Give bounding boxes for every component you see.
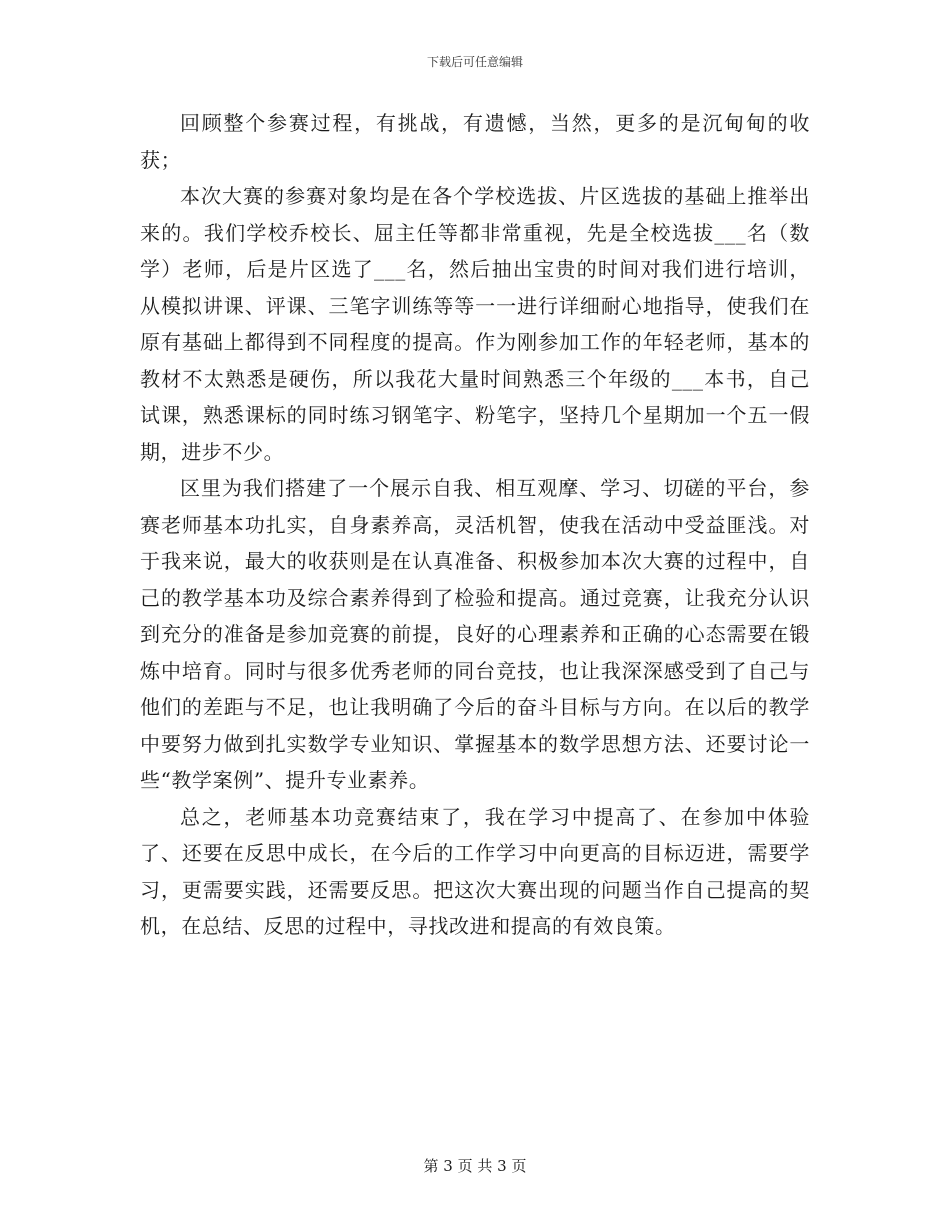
paragraph-preparation: 本次大赛的参赛对象均是在各个学校选拔、片区选拔的基础上推举出来的。我们学校乔校长、屈主任等都非常重视，先是全校选拔___名（数学）老师，后是片区选了___名，然后抽出宝贵的时间对我们进行培训，从模拟讲课、评课、三笔字训练等等一一进行详细耐心地指导，使我们在原有基础上都得到不同程度的提高。作为刚参加工作的年轻老师，基本的教材不太熟悉是硬伤，所以我花大量时间熟悉三个年级的___本书，自己试课，熟悉课标的同时练习钢笔字、粉笔字，坚持几个星期加一个五一假期，进步不少。 xyxy=(140,184,810,464)
document-body xyxy=(140,105,810,945)
page-header-note: 下载后可任意编辑 xyxy=(426,55,523,69)
paragraph-conclusion: 总之，老师基本功竞赛结束了，我在学习中提高了、在参加中体验了、还要在反思中成长，在今后的工作学习中向更高的目标迈进，需要学习，更需要实践，还需要反思。把这次大赛出现的问题当作自己提高的契机，在总结、反思的过程中，寻找改进和提高的有效良策。 xyxy=(140,804,810,938)
paragraph-review: 回顾整个参赛过程，有挑战，有遗憾，当然，更多的是沉甸甸的收获； xyxy=(140,111,810,172)
paragraph-gains: 区里为我们搭建了一个展示自我、相互观摩、学习、切磋的平台，参赛老师基本功扎实，自身素养高，灵活机智，使我在活动中受益匪浅。对于我来说，最大的收获则是在认真准备、积极参加本次大赛的过程中，自己的教学基本功及综合素养得到了检验和提高。通过竞赛，让我充分认识到充分的准备是参加竞赛的前提，良好的心理素养和正确的心态需要在锻炼中培育。同时与很多优秀老师的同台竞技，也让我深深感受到了自己与他们的差距与不足，也让我明确了今后的奋斗目标与方向。在以后的教学中要努力做到扎实数学专业知识、掌握基本的数学思想方法、还要讨论一些“教学案例”、提升专业素养。 xyxy=(140,476,810,792)
page-number: 第 3 页 共 3 页 xyxy=(423,1157,527,1175)
